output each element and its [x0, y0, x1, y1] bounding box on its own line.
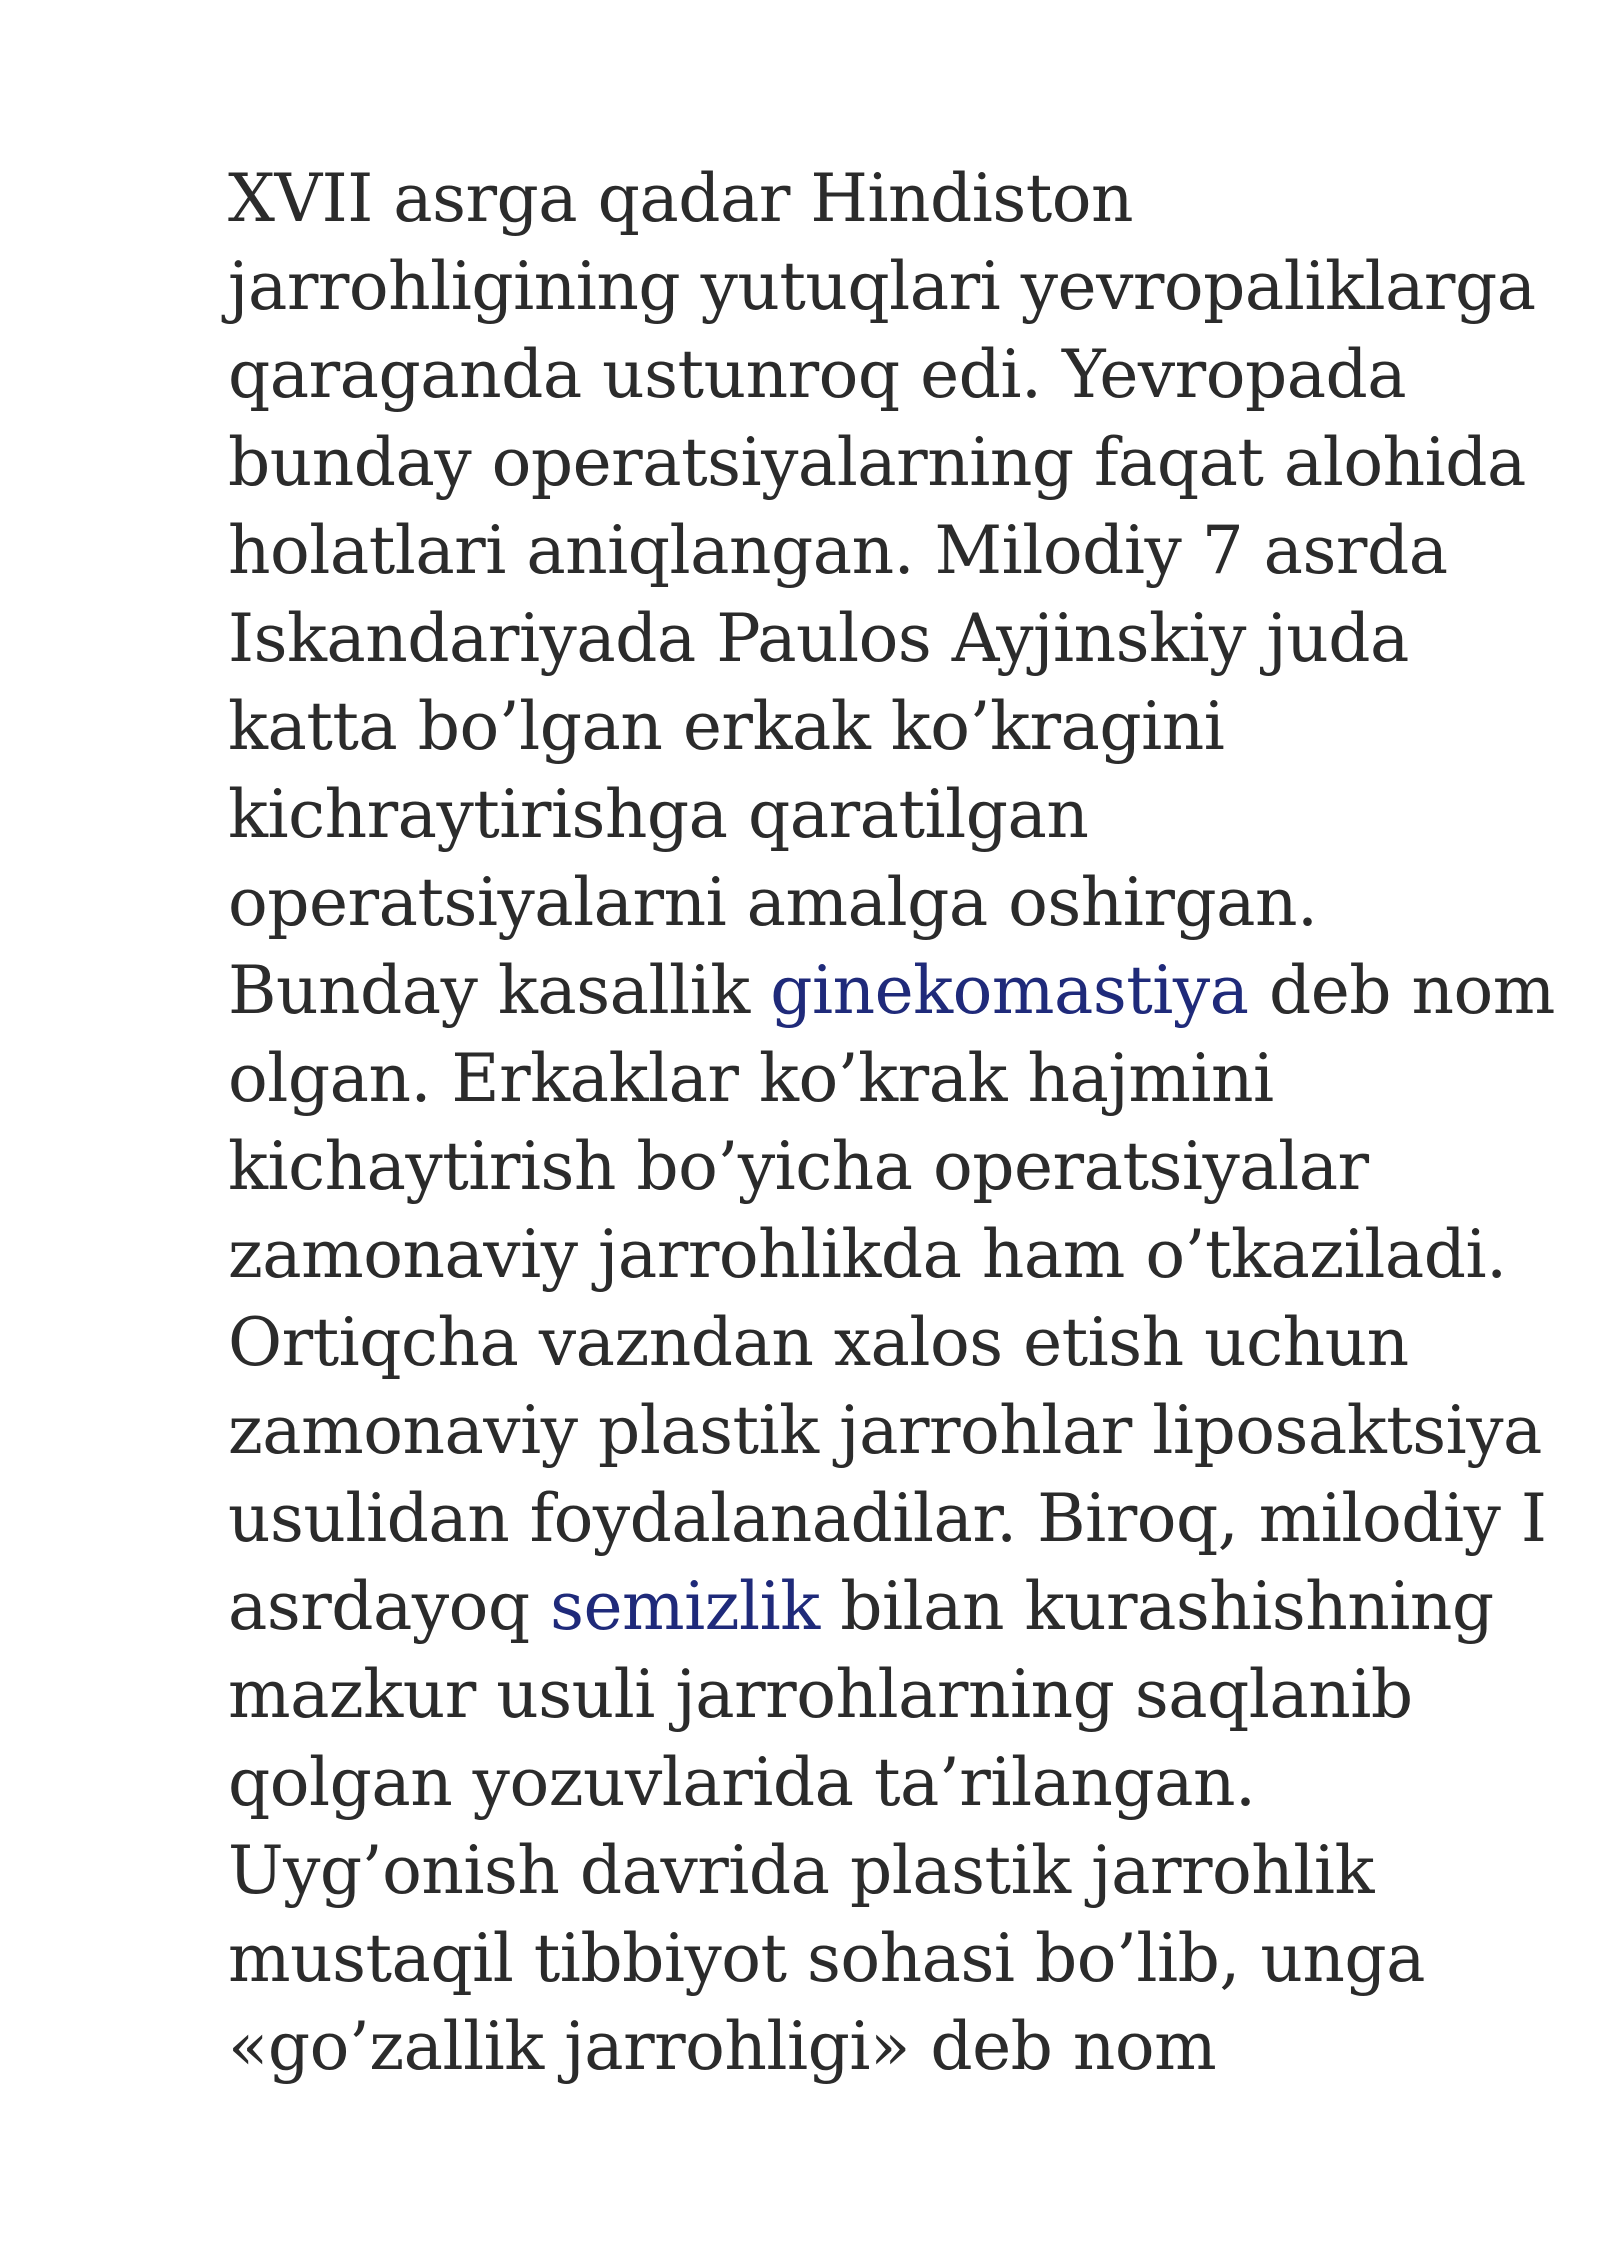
text-segment: asrdayoq — [228, 1568, 551, 1645]
article-body — [228, 155, 1555, 2091]
text-line: mustaqil tibbiyot sohasi bo’lib, unga — [228, 1920, 1425, 1997]
text-line — [228, 1563, 1528, 1651]
text-segment: deb nom — [1248, 952, 1555, 1029]
text-line: jarrohligining yutuqlari yevropaliklarga — [228, 248, 1536, 325]
text-line: «go’zallik jarrohligi» deb nom — [228, 2008, 1217, 2085]
text-line: usulidan foydalanadilar. Biroq, milodiy I — [228, 1480, 1547, 1557]
link-ginekomastiya[interactable]: ginekomastiya — [770, 952, 1249, 1029]
link-semizlik[interactable]: semizlik — [550, 1568, 820, 1645]
text-line: operatsiyalarni amalga oshirgan. — [228, 864, 1318, 941]
text-line: katta bo’lgan erkak ko’kragini — [228, 688, 1225, 765]
text-line: zamonaviy jarrohlikda ham o’tkaziladi. — [228, 1216, 1507, 1293]
text-line: olgan. Erkaklar ko’krak hajmini — [228, 1040, 1274, 1117]
text-line: bunday operatsiyalarning faqat alohida — [228, 424, 1526, 501]
text-line — [228, 947, 1555, 1035]
text-line: qolgan yozuvlarida ta’rilangan. — [228, 1744, 1256, 1821]
text-line: zamonaviy plastik jarrohlar liposaktsiya — [228, 1392, 1542, 1469]
text-line: Uyg’onish davrida plastik jarrohlik — [228, 1832, 1375, 1909]
text-line: Iskandariyada Paulos Ayjinskiy juda — [228, 600, 1409, 677]
text-line: holatlari aniqlangan. Milodiy 7 asrda — [228, 512, 1448, 589]
text-line: Ortiqcha vazndan xalos etish uchun — [228, 1304, 1409, 1381]
text-line: qaraganda ustunroq edi. Yevropada — [228, 336, 1407, 413]
text-segment: bilan kurashishning — [819, 1568, 1494, 1645]
text-line: kichaytirish bo’yicha operatsiyalar — [228, 1128, 1369, 1205]
text-line: kichraytirishga qaratilgan — [228, 776, 1089, 853]
text-line: mazkur usuli jarrohlarning saqlanib — [228, 1656, 1413, 1733]
text-segment: Bunday kasallik — [228, 952, 771, 1029]
text-line: XVII asrga qadar Hindiston — [228, 160, 1134, 237]
